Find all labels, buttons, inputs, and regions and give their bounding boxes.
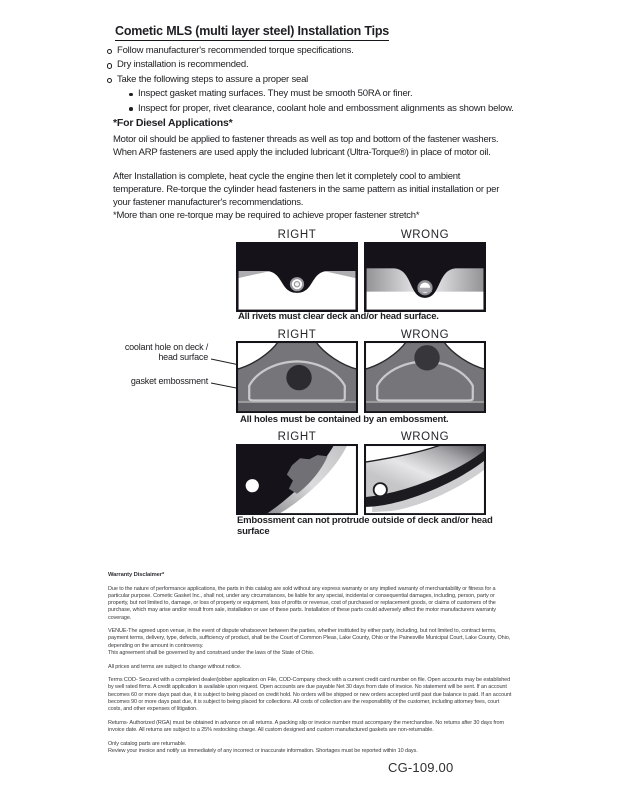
venue-paragraph: VENUE-The agreed upon venue, in the event of dispute whatsoever between the parties, whether instituted by either party, including, but not limited to, contract terms, payment terms, delivery, type, defects, sufficiency of product, shall be the Court of Common Pleas, Lake County, Ohio or the Painesville Municipal Court, Lake County, Ohio, depending on the amount in controversy.: [108, 628, 511, 649]
terms-paragraph: Terms COD- Secured with a completed dealer/jobber application on File, COD-Company check with a current credit card number on file. Open accounts may be established by well rated firms. A credit application is available upon request. Open accounts are due payable Net 30 days from date of invoice. No statement will be sent. If an account becomes 60 or more days past due, it is subject to being placed on credit hold. No orders will be shipped or new orders accepted until past due balance is paid. If an account becomes 90 or more days past due, it is subject to being placed for collections. All costs of collection are the responsibility of the customer, including attorney fees, court costs, and other expenses of litigation.: [108, 677, 512, 713]
returnable-line: Only catalog parts are returnable.: [108, 740, 187, 747]
gasket-embossment-callout: gasket embossment: [130, 376, 208, 386]
hole-right-diagram: [236, 341, 358, 413]
warranty-disclaimer-heading: Warranty Disclaimer*: [108, 572, 165, 578]
embossment-right-image: [236, 444, 358, 515]
figure-caption: All holes must be contained by an embossment.: [240, 414, 449, 425]
installation-tips-list: [107, 44, 527, 116]
retorque-note: *More than one re-torque may be required to achieve proper fastener stretch*: [113, 210, 420, 221]
page-title: Cometic MLS (multi layer steel) Installation Tips: [115, 24, 389, 41]
legal-section: [108, 572, 514, 755]
wrong-label: WRONG: [400, 229, 450, 241]
prices-line: All prices and terms are subject to change without notice.: [108, 663, 242, 670]
right-label: RIGHT: [277, 329, 317, 341]
hole-wrong-diagram: [364, 341, 486, 413]
rivet-right-diagram: [236, 242, 358, 312]
figure-rivet-clearance: [0, 228, 618, 328]
figure-embossment-protrusion: [0, 430, 618, 542]
list-item: Inspect gasket mating surfaces. They must be smooth 50RA or finer.: [129, 87, 527, 101]
wrong-label: WRONG: [400, 329, 450, 341]
rivet-wrong-diagram: [364, 242, 486, 312]
list-item: Follow manufacturer's recommended torque specifications.: [107, 44, 527, 58]
hole-right-image: [236, 341, 358, 413]
embossment-right-diagram: [236, 444, 358, 515]
hole-wrong-image: [364, 341, 486, 413]
right-label: RIGHT: [277, 229, 317, 241]
figure-caption: All rivets must clear deck and/or head surface.: [238, 311, 439, 322]
figure-hole-embossment: [0, 328, 618, 428]
rivet-wrong-image: [364, 242, 486, 312]
rivet-right-image: [236, 242, 358, 312]
list-item: Inspect for proper, rivet clearance, coolant hole and embossment alignments as shown below.: [129, 102, 527, 116]
embossment-wrong-diagram: [364, 444, 486, 515]
diesel-heading: *For Diesel Applications*: [113, 117, 233, 129]
right-label: RIGHT: [277, 431, 317, 443]
figure-caption: Embossment can not protrude outside of deck and/or head surface: [237, 515, 493, 537]
returns-paragraph: Returns- Authorized (RGA) must be obtained in advance on all returns. A packing slip or invoice number must accompany the merchandise. No returns after 30 days from invoice date. All returns are subject to a 25% restocking charge. All custom designed and custom manufactured gaskets are non-returnable.: [108, 719, 504, 733]
review-invoice-line: Review your invoice and notify us immediately of any incorrect or inaccurate information. Shortages must be reported within 10 days.: [108, 747, 418, 754]
coolant-hole-callout: coolant hole on deck / head surface: [124, 342, 208, 362]
diesel-paragraph-2: After Installation is complete, heat cycle the engine then let it completely cool to ambient temperature. Re-torque the cylinder head fasteners in the same pattern as initial installation or per your fastener manufacturer's recommendations.: [113, 171, 500, 208]
wrong-label: WRONG: [400, 431, 450, 443]
list-item: Dry installation is recommended.: [107, 58, 527, 72]
diesel-paragraph-1: Motor oil should be applied to fastener threads as well as top and bottom of the fastener washers. When ARP fasteners are used apply the included lubricant (Ultra-Torque®) in place of motor oil.: [113, 134, 499, 158]
list-item: Take the following steps to assure a proper seal: [107, 73, 527, 87]
warranty-paragraph: Due to the nature of performance applications, the parts in this catalog are sold without any express warranty or any implied warranty of merchantability or fitness for a particular purpose. Cometic Gasket Inc., shall not, under any circumstances, be liable for any special, incidental or consequential damages, including, person, party or property, but not limited to, damage, or loss of property or equipment, loss of profits or revenue, cost of purchased or replacement goods, or claims of customers of the purchase, which may arise and/or result from sale, installation or use of these parts. Installation of these parts could adversely affect the motor manufacturers warranty coverage.: [108, 585, 496, 621]
governing-law-line: This agreement shall be governed by and construed under the laws of the State of Ohio.: [108, 649, 315, 656]
embossment-wrong-image: [364, 444, 486, 515]
page-code: CG-109.00: [388, 760, 454, 775]
